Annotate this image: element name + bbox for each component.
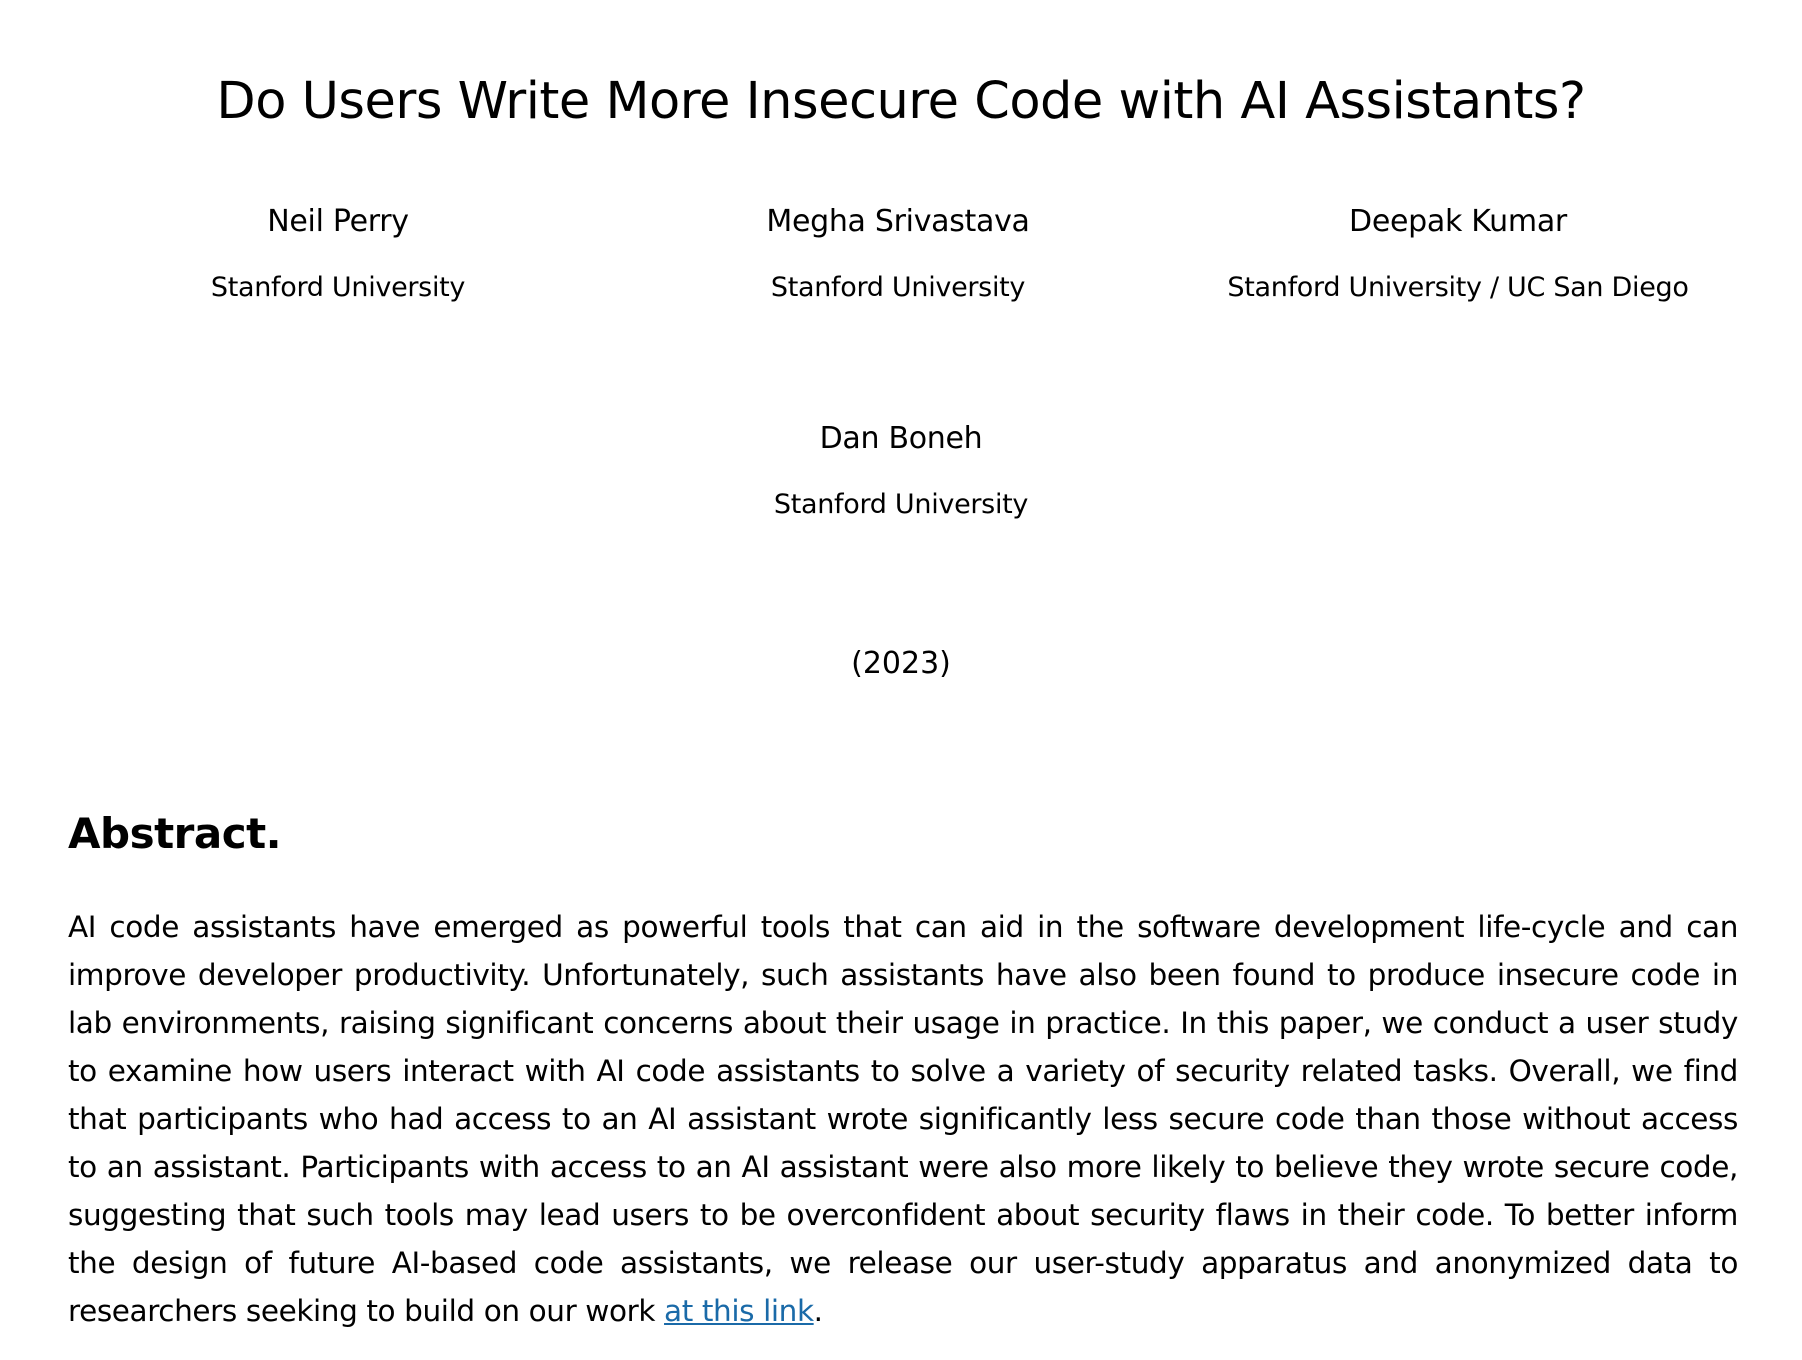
author-name: Megha Srivastava: [766, 204, 1030, 239]
abstract-text: AI code assistants have emerged as powerful tools that can aid in the software development life-cycle and can improve developer productivity. Unfortunately, such assistants have also been found to produce insecure code in lab environments, raising significant concerns about their usage in practice. In this paper, we conduct a user study to examine how users interact with AI code assistants to solve a variety of security related tasks. Overall, we find that participants who had access to an AI assistant wrote significantly less secure code than those without access to an assistant. Participants with access to an AI assistant were also more likely to believe they wrote secure code, suggesting that such tools may lead users to be overconfident about security flaws in their code. To better inform the design of future AI-based code assistants, we release our user-study apparatus and anonymized data to researchers seeking to build on our work: [68, 910, 1738, 1328]
author-name: Neil Perry: [267, 204, 409, 239]
author-affiliation: Stanford University: [773, 489, 1029, 520]
abstract-heading: Abstract.: [68, 809, 282, 858]
author-affiliation: Stanford University / UC San Diego: [1227, 272, 1689, 303]
data-release-link[interactable]: at this link: [664, 1294, 814, 1328]
author-block: [58, 203, 618, 305]
author-block: [618, 203, 1178, 305]
author-name: Deepak Kumar: [1349, 204, 1567, 239]
author-name: Dan Boneh: [819, 421, 983, 456]
author-affiliation: Stanford University: [210, 272, 466, 303]
publication-year: (2023): [851, 646, 951, 681]
abstract-body: [68, 903, 1738, 1335]
author-block: [621, 420, 1181, 522]
author-affiliation: Stanford University: [770, 272, 1026, 303]
author-block: [1178, 203, 1738, 305]
paper-title: Do Users Write More Insecure Code with AI Assistants?: [216, 72, 1586, 131]
abstract-end-punct: .: [813, 1294, 823, 1328]
